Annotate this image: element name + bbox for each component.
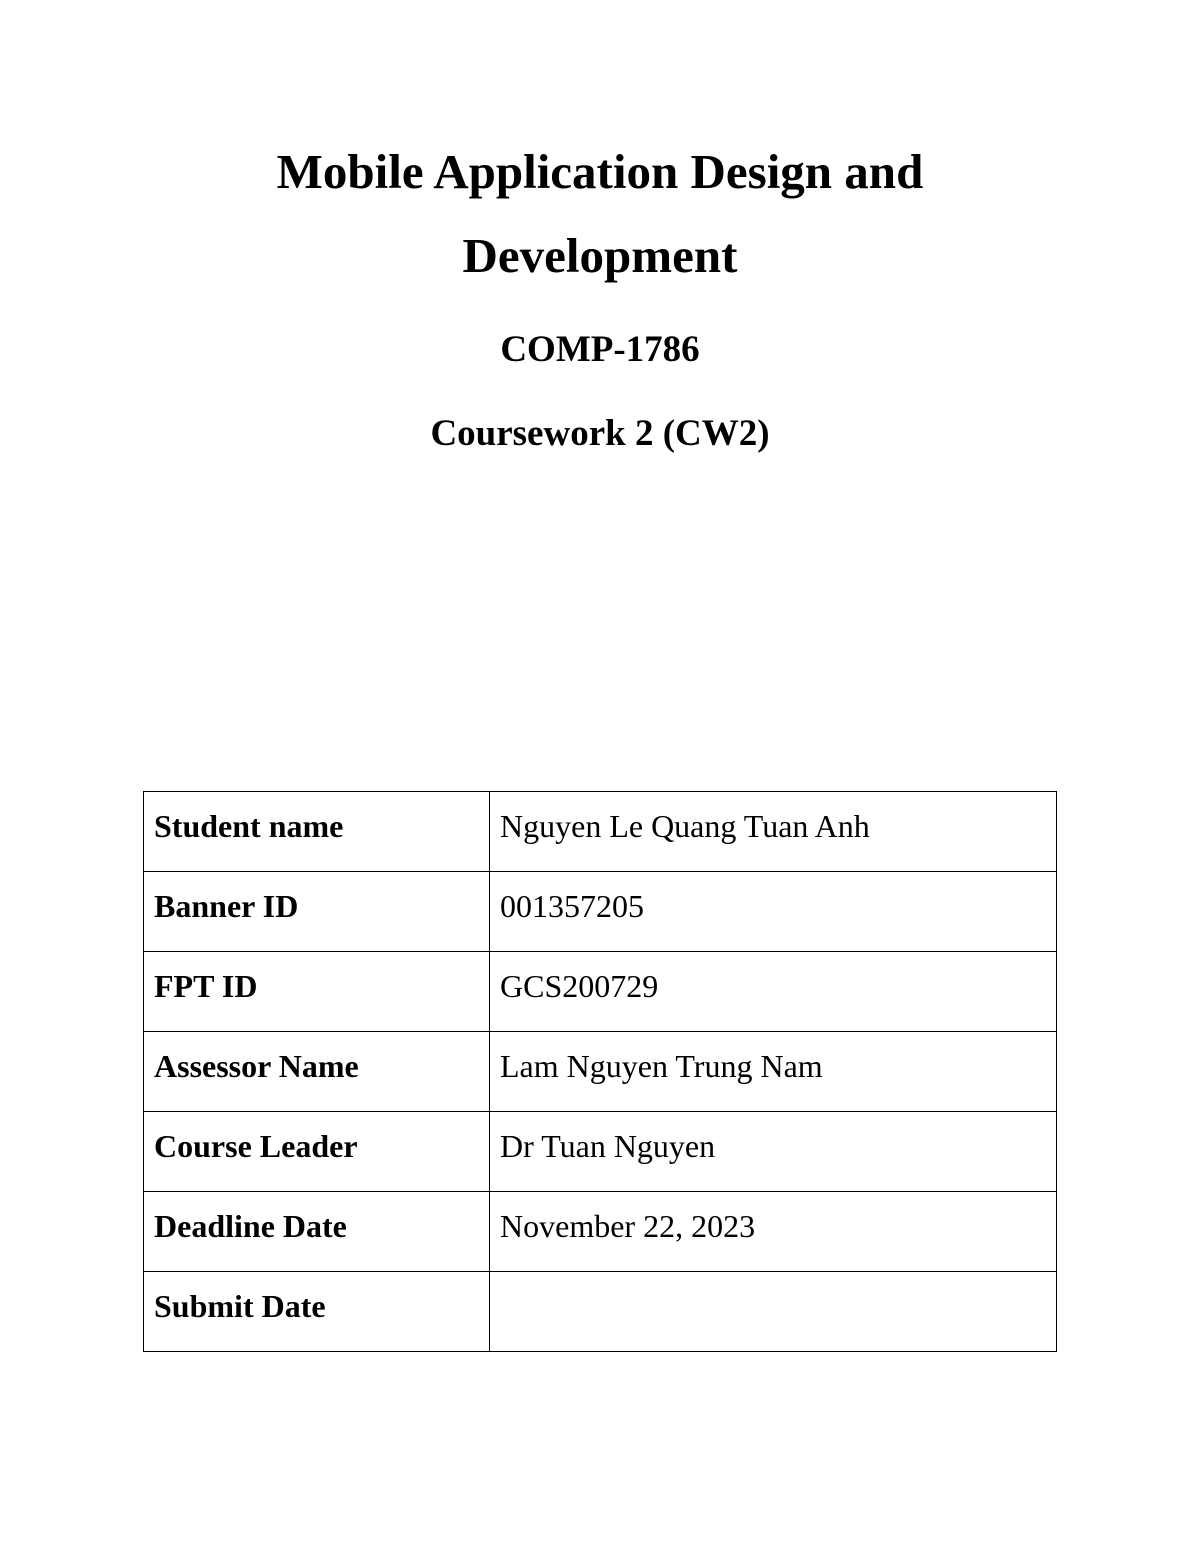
table-row-submit-date [144,1272,1057,1352]
row-label: Assessor Name [144,1032,490,1112]
table-row-banner-id [144,872,1057,952]
table-row-course-leader [144,1112,1057,1192]
course-code: COMP-1786 [500,329,700,370]
row-label: Submit Date [144,1272,490,1352]
row-value: Dr Tuan Nguyen [490,1112,1057,1192]
table-row-fpt-id [144,952,1057,1032]
row-label: Student name [144,792,490,872]
row-value: GCS200729 [490,952,1057,1032]
document-title-line-2: Development [462,228,738,283]
row-label: Deadline Date [144,1192,490,1272]
row-value: November 22, 2023 [490,1192,1057,1272]
row-value: Nguyen Le Quang Tuan Anh [490,792,1057,872]
table-row-student-name [144,792,1057,872]
row-value: Lam Nguyen Trung Nam [490,1032,1057,1112]
row-value [490,1272,1057,1352]
row-value: 001357205 [490,872,1057,952]
coursework-label: Coursework 2 (CW2) [430,413,770,454]
document-title-line-1: Mobile Application Design and [276,144,924,199]
student-info-table [143,791,1057,1352]
row-label: FPT ID [144,952,490,1032]
table-row-deadline-date [144,1192,1057,1272]
row-label: Banner ID [144,872,490,952]
table-row-assessor-name [144,1032,1057,1112]
row-label: Course Leader [144,1112,490,1192]
